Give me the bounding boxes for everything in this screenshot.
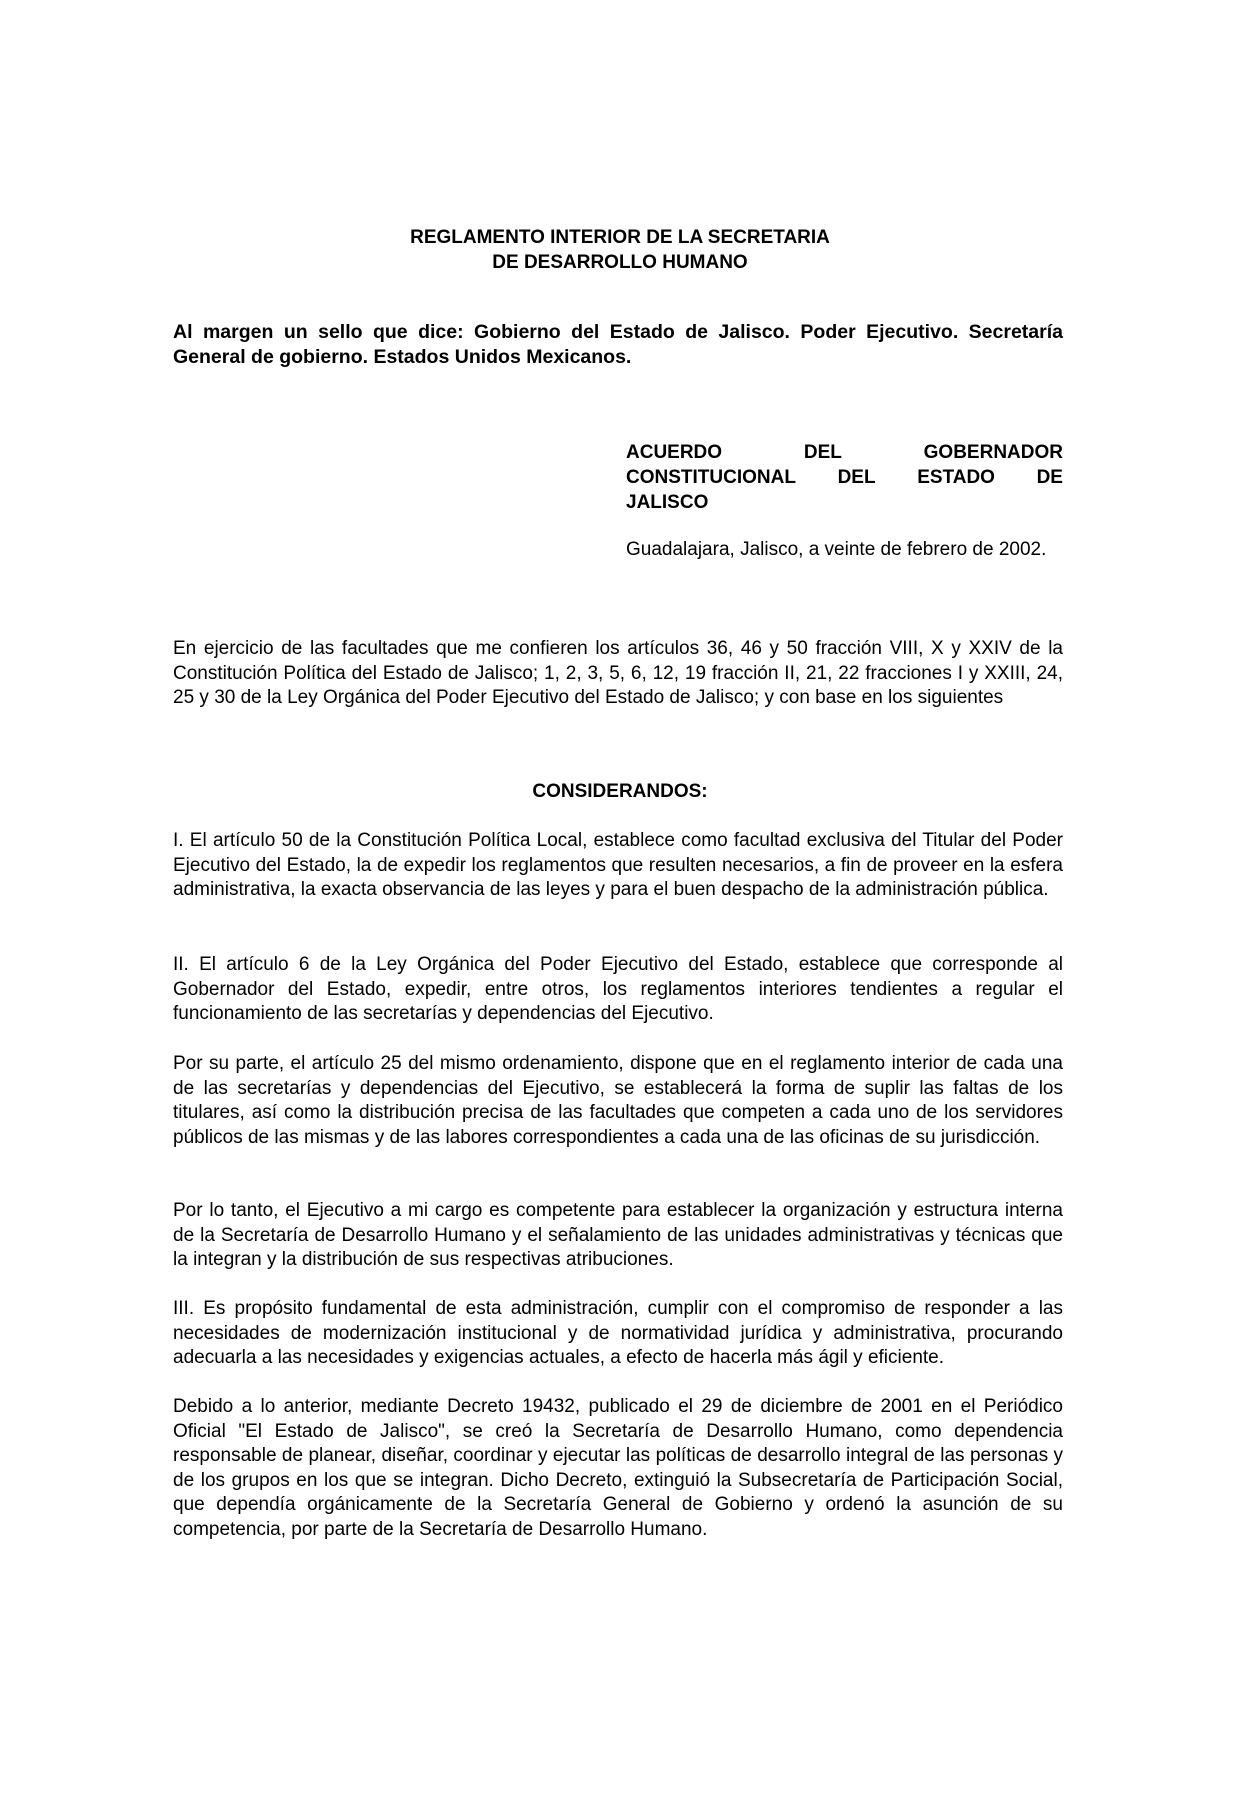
title-line-1: REGLAMENTO INTERIOR DE LA SECRETARIA	[410, 227, 830, 248]
title-line-2: DE DESARROLLO HUMANO	[492, 252, 748, 273]
considerando-paragraph-6: Debido a lo anterior, mediante Decreto 19432, publicado el 29 de diciembre de 2001 en el Periódico Oficial "El Estado de Jalisco", se creó la Secretaría de Desarrollo Humano, como dependencia responsable de planear, diseñar, coordinar y ejecutar las políticas de desarrollo integral de las personas y de los grupos en los que se integran. Dicho Decreto, extinguió la Subsecretaría de Participación Social, que dependía orgánicamente de la Secretaría General de Gobierno y ordenó la asunción de su competencia, por parte de la Secretaría de Desarrollo Humano.	[173, 1396, 1063, 1540]
agreement-word: ESTADO	[917, 467, 995, 488]
considerando-paragraph-5: III. Es propósito fundamental de esta administración, cumplir con el compromiso de responder a las necesidades de modernización institucional y de normatividad jurídica y administrativa, procurando adecuarla a las necesidades y exigencias actuales, a efecto de hacerla más ágil y eficiente.	[173, 1298, 1063, 1369]
agreement-word: DEL	[803, 442, 842, 463]
agreement-line-2	[626, 465, 1063, 490]
considerando-paragraph-3: Por su parte, el artículo 25 del mismo ordenamiento, dispone que en el reglamento interior de cada una de las secretarías y dependencias del Ejecutivo, se establecerá la forma de suplir las faltas de los titulares, así como la distribución precisa de las facultades que competen a cada uno de los servidores públicos de las mismas y de las labores correspondientes a cada una de las oficinas de su jurisdicción.	[173, 1053, 1063, 1148]
considerando-paragraph-1: I. El artículo 50 de la Constitución Política Local, establece como facultad exclusiva del Titular del Poder Ejecutivo del Estado, la de expedir los reglamentos que resulten necesarios, a fin de proveer en la esfera administrativa, la exacta observancia de las leyes y para el buen despacho de la administración pública.	[173, 830, 1063, 901]
agreement-word: DE	[1036, 467, 1063, 488]
agreement-word: GOBERNADOR	[923, 442, 1063, 463]
agreement-word: CONSTITUCIONAL	[626, 467, 796, 488]
considerando-paragraph-2: II. El artículo 6 de la Ley Orgánica del Poder Ejecutivo del Estado, establece que corresponde al Gobernador del Estado, expedir, entre otros, los reglamentos interiores tendientes a regular el funcionamiento de las secretarías y dependencias del Ejecutivo.	[173, 954, 1063, 1025]
agreement-word: ACUERDO	[626, 442, 723, 463]
agreement-heading	[626, 440, 1063, 515]
place-and-date: Guadalajara, Jalisco, a veinte de febrero de 2002.	[626, 539, 1047, 560]
considerandos-heading: CONSIDERANDOS:	[532, 781, 708, 802]
agreement-word: DEL	[837, 467, 876, 488]
agreement-line-3: JALISCO	[626, 492, 709, 513]
considerando-paragraph-4: Por lo tanto, el Ejecutivo a mi cargo es competente para establecer la organización y estructura interna de la Secretaría de Desarrollo Humano y el señalamiento de las unidades administrativas y técnicas que la integran y la distribución de sus respectivas atribuciones.	[173, 1200, 1063, 1271]
agreement-line-1	[626, 440, 1063, 465]
intro-paragraph: En ejercicio de las facultades que me confieren los artículos 36, 46 y 50 fracción VIII, X y XXIV de la Constitución Política del Estado de Jalisco; 1, 2, 3, 5, 6, 12, 19 fracción II, 21, 22 fracciones I y XXIII, 24, 25 y 30 de la Ley Orgánica del Poder Ejecutivo del Estado de Jalisco; y con base en los siguientes	[173, 638, 1063, 709]
document-title	[0, 225, 1240, 275]
margin-seal-note: Al margen un sello que dice: Gobierno del Estado de Jalisco. Poder Ejecutivo. Secretaría General de gobierno. Estados Unidos Mexicanos.	[173, 321, 1063, 368]
